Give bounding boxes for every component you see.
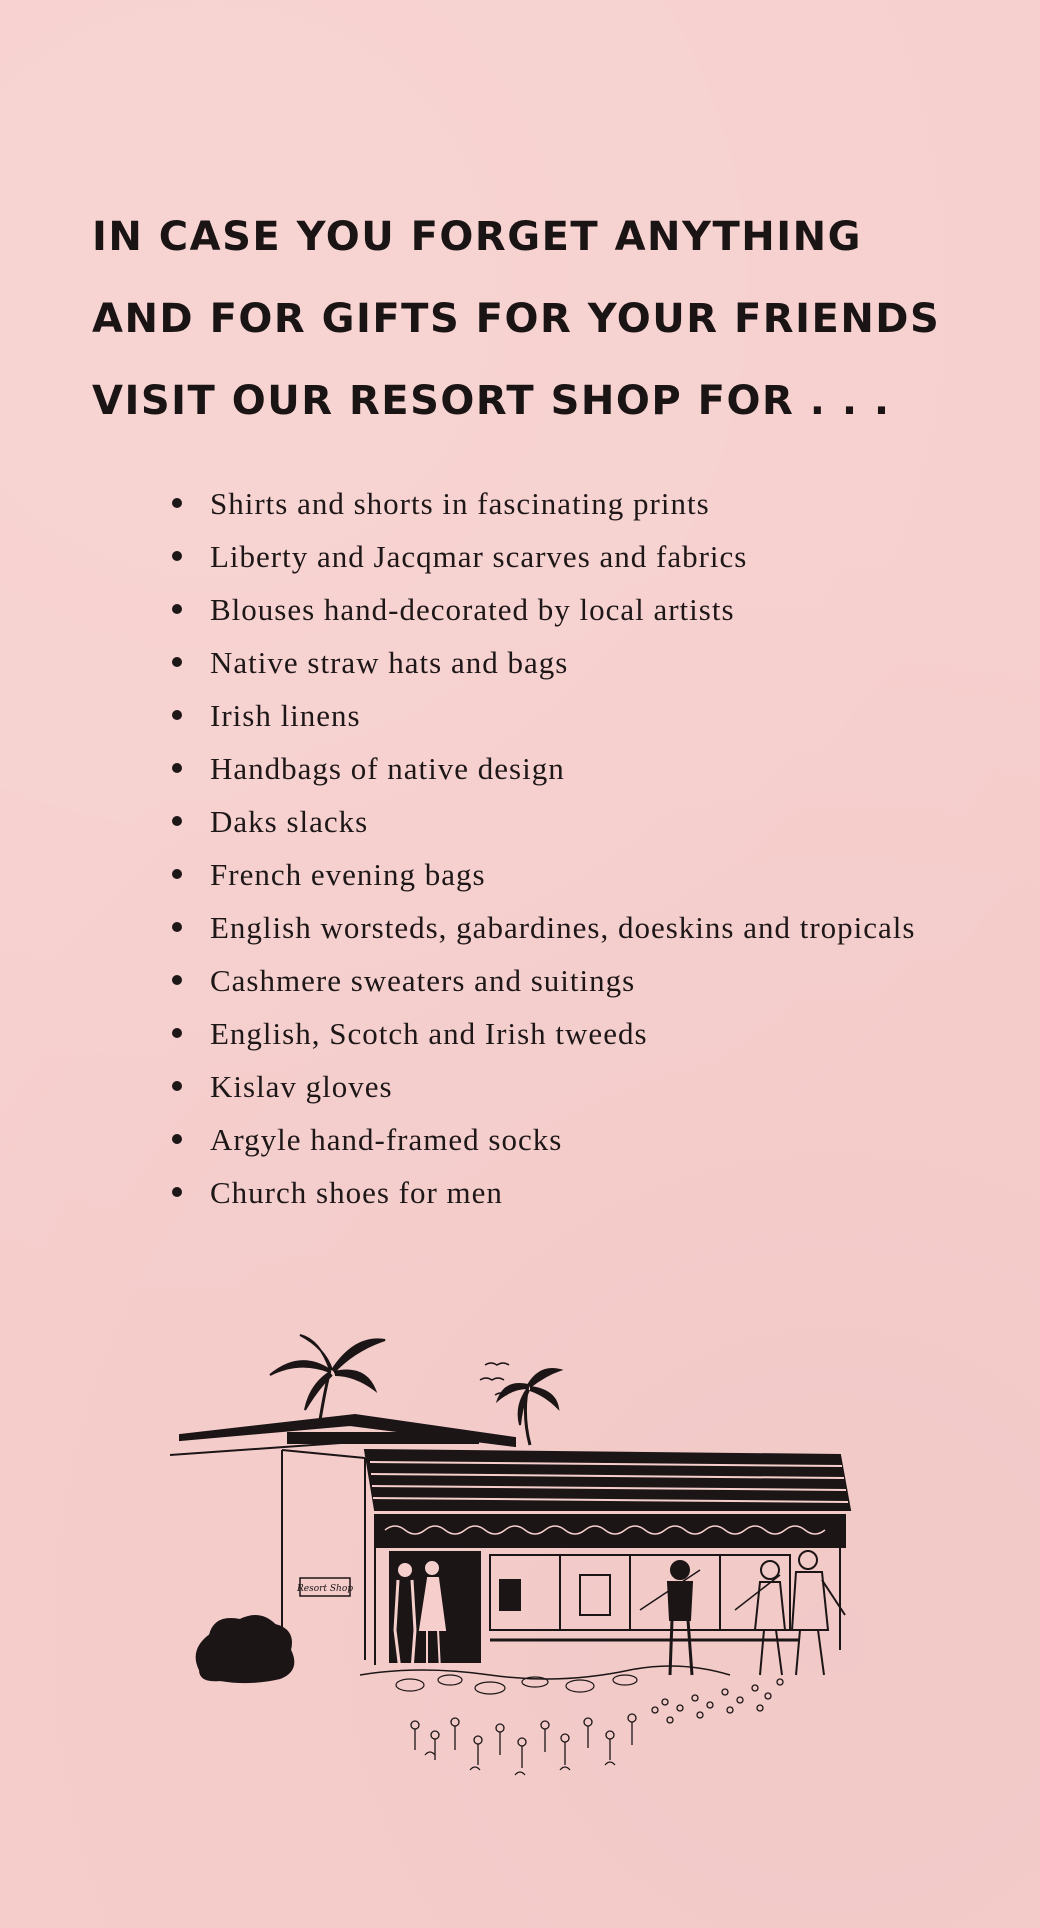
bullet-icon [172,763,182,773]
bullet-icon [172,551,182,561]
bush-icon [197,1616,294,1682]
item-list [168,485,968,1227]
bullet-icon [172,1028,182,1038]
list-item: Shirts and shorts in fascinating prints [168,485,968,522]
heading-line-3: VISIT OUR RESORT SHOP FOR . . . [92,378,891,424]
heading-line-1: IN CASE YOU FORGET ANYTHING [92,214,862,260]
bullet-icon [172,975,182,985]
bullet-icon [172,922,182,932]
shoppers-figure-icon [755,1551,845,1675]
list-item: French evening bags [168,856,968,893]
bullet-icon [172,1187,182,1197]
bullet-icon [172,816,182,826]
bullet-icon [172,657,182,667]
bullet-icon [172,869,182,879]
list-item: Blouses hand-decorated by local artists [168,591,968,628]
shop-sign: Resort Shop [296,1584,354,1594]
flowers-icon [411,1679,783,1775]
list-item: Argyle hand-framed socks [168,1121,968,1158]
list-item: Kislav gloves [168,1068,968,1105]
bullet-icon [172,1134,182,1144]
list-item: Cashmere sweaters and suitings [168,962,968,999]
heading-line-2: AND FOR GIFTS FOR YOUR FRIENDS [92,296,941,342]
heading [92,196,972,442]
list-item: English worsteds, gabardines, doeskins and tropicals [168,909,950,946]
palm-tree-icon [270,1335,385,1420]
list-item: Handbags of native design [168,750,968,787]
bullet-icon [172,604,182,614]
list-item: Native straw hats and bags [168,644,968,681]
bullet-icon [172,710,182,720]
palm-tree-icon [498,1369,560,1445]
bullet-icon [172,498,182,508]
list-item: Daks slacks [168,803,968,840]
resort-shop-illustration [160,1330,880,1800]
bullet-icon [172,1081,182,1091]
list-item: Liberty and Jacqmar scarves and fabrics [168,538,968,575]
list-item: Irish linens [168,697,968,734]
list-item: English, Scotch and Irish tweeds [168,1015,968,1052]
list-item: Church shoes for men [168,1174,968,1211]
